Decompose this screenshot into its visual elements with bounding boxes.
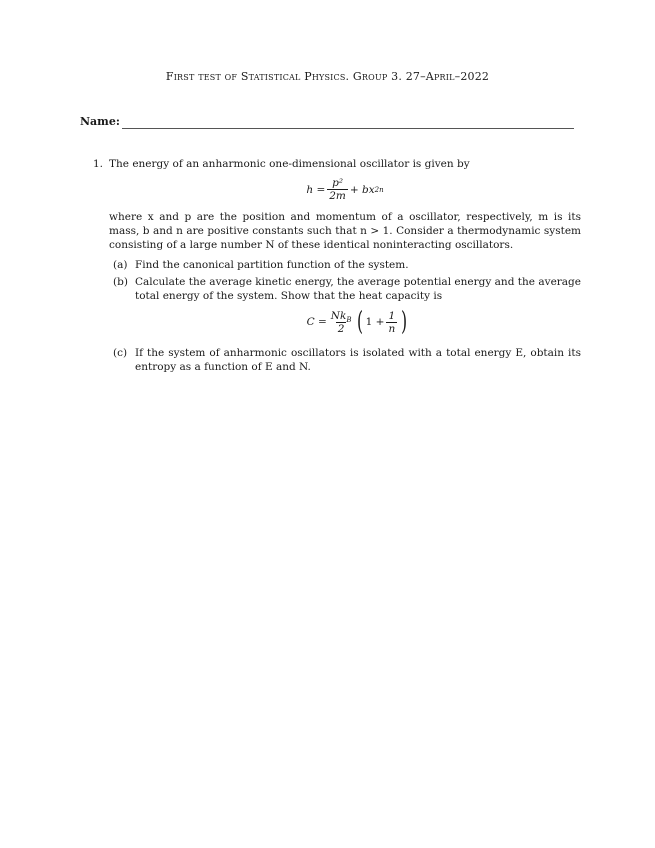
name-field [80,115,574,129]
eq2-denominator: 2 [337,322,345,335]
sub-question-a [109,258,581,272]
left-paren: ( [357,307,364,337]
eq2-fraction [329,310,354,335]
problem-number: 1. [93,158,104,170]
page-title: First test of Statistical Physics. Group 3. 27–April–2022 [165,70,490,83]
eq2-numerator: Nk [330,309,347,322]
energy-equation: h = $\frac{\text{p²}}{2m}$ + bx 2n [306,177,384,202]
eq2-inner-fraction [386,310,397,335]
sub-question-text: Find the canonical partition function of the system. [135,259,409,271]
eq1-numerator: p² [332,177,344,189]
name-label: Name: [80,115,120,128]
eq2-lhs: C = [306,316,327,328]
eq1-denominator: 2m [329,190,346,202]
eq2-inner-numerator: 1 [388,309,396,322]
eq1-lhs: h = [306,183,326,196]
problem-description: where x and p are the position and momentum of a oscillator, respectively, m is its mass, b and n are positive constants such that n > 1. Consider a thermodynamic system consisting of a large number N of these identical noninteracting oscillators. [109,211,581,251]
sub-question-label: (c) [113,347,128,359]
right-paren: ) [401,307,408,337]
eq2-inner-denominator: n [388,322,396,335]
sub-question-text: Calculate the average kinetic energy, the average potential energy and the average total energy of the system. Show that the heat capacity is [135,276,581,302]
eq1-fraction [327,177,348,202]
problem-body [109,157,581,374]
eq1-potential-term: + bx [349,183,375,196]
problem-1 [93,157,581,377]
problem-intro: The energy of an anharmonic one-dimensional oscillator is given by [109,158,470,170]
sub-question-c [109,346,581,374]
heat-capacity-equation [135,309,581,335]
sub-question-b [109,275,581,343]
sub-question-label: (a) [113,259,128,271]
eq2-inner-one: 1 + [365,316,385,328]
eq2-numerator-subscript: B [346,315,352,324]
sub-question-list [109,258,581,374]
sub-question-label: (b) [113,276,128,288]
sub-question-text: If the system of anharmonic oscillators is isolated with a total energy E, obtain its entropy as a function of E and N. [135,347,581,373]
name-blank-line [122,118,574,129]
